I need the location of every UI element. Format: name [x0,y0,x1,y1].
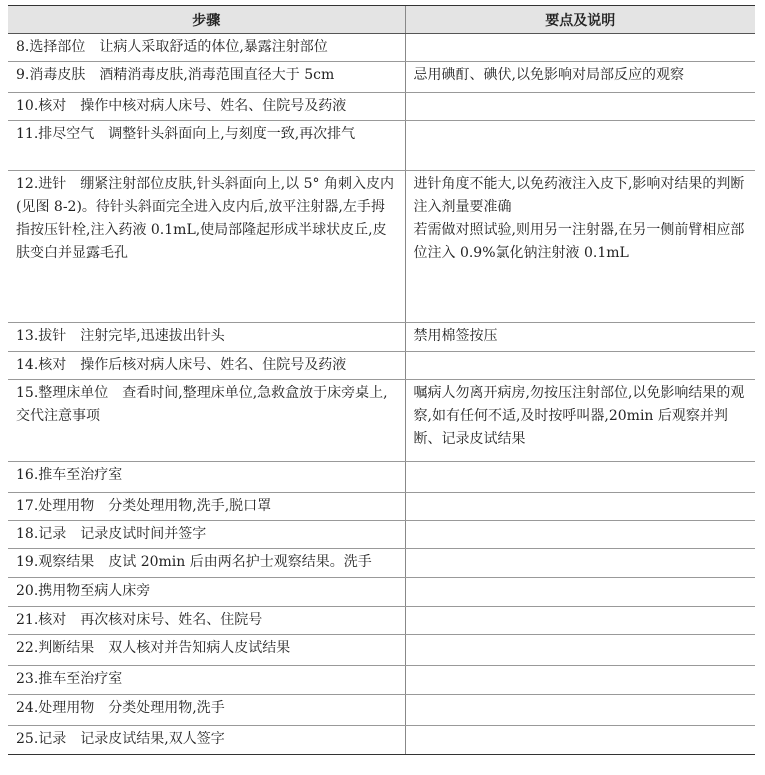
table-row [8,726,755,755]
step-name: 23.推车至治疗室 [16,671,123,687]
step-description: 分类处理用物,洗手 [108,700,225,716]
step-description: 分类处理用物,洗手,脱口罩 [108,498,272,514]
notes-cell [405,666,755,695]
table-row [8,462,755,493]
procedure-table [8,5,755,755]
table-header-row [8,6,755,34]
step-description: 绷紧注射部位皮肤,针头斜面向上,以 5° 角刺入皮内(见图 8-2)。待针头斜面完全进入皮内后,放平注射器,左手拇指按压针栓,注入药液 0.1mL,使局部隆起形成半球状皮丘,皮肤变白并显露毛孔 [16,176,394,261]
note-line: 忌用碘酊、碘伏,以免影响对局部反应的观察 [413,67,684,83]
note-line: 若需做对照试验,则用另一注射器,在另一侧前臂相应部位注入 0.9%氯化钠注射液 0.1mL [413,222,745,261]
step-name: 11.排尽空气 [16,126,95,142]
step-cell [8,635,405,666]
step-name: 10.核对 [16,98,67,114]
table-row [8,171,755,323]
step-cell [8,121,405,171]
notes-cell [405,607,755,635]
step-cell [8,34,405,62]
step-name: 25.记录 [16,731,67,747]
notes-cell [405,726,755,755]
header-steps: 步骤 [8,6,405,34]
step-description: 注射完毕,迅速拔出针头 [80,328,225,344]
step-cell [8,726,405,755]
step-description: 酒精消毒皮肤,消毒范围直径大于 5cm [99,67,335,83]
step-name: 17.处理用物 [16,498,95,514]
notes-cell [405,549,755,578]
step-description: 记录皮试结果,双人签字 [80,731,225,747]
step-name: 20.携用物至病人床旁 [16,583,151,599]
step-name: 15.整理床单位 [16,385,109,401]
step-cell [8,93,405,121]
step-name: 9.消毒皮肤 [16,67,86,83]
note-line: 嘱病人勿离开病房,勿按压注射部位,以免影响结果的观察,如有任何不适,及时按呼叫器,20min 后观察并判断、记录皮试结果 [413,385,745,447]
step-description: 再次核对床号、姓名、住院号 [80,612,263,628]
step-cell [8,493,405,521]
table-body [8,34,755,755]
notes-cell [405,462,755,493]
step-cell [8,380,405,462]
step-cell [8,695,405,726]
step-name: 18.记录 [16,526,67,542]
step-cell [8,578,405,607]
step-description: 操作后核对病人床号、姓名、住院号及药液 [80,357,347,373]
table-row [8,666,755,695]
step-cell [8,521,405,549]
step-cell [8,62,405,93]
table-row [8,121,755,171]
step-name: 12.进针 [16,176,67,192]
table-row [8,578,755,607]
table-row [8,521,755,549]
procedure-table-container [8,5,755,755]
step-cell [8,666,405,695]
step-description: 操作中核对病人床号、姓名、住院号及药液 [80,98,347,114]
table-row [8,549,755,578]
step-description: 双人核对并告知病人皮试结果 [108,640,291,656]
step-name: 24.处理用物 [16,700,95,716]
note-line: 进针角度不能大,以免药液注入皮下,影响对结果的判断 [413,176,745,192]
step-name: 16.推车至治疗室 [16,467,123,483]
table-row [8,34,755,62]
table-row [8,380,755,462]
notes-cell [405,323,755,352]
notes-cell [405,171,755,323]
step-name: 13.拔针 [16,328,67,344]
step-name: 19.观察结果 [16,554,95,570]
table-row [8,323,755,352]
notes-cell [405,635,755,666]
step-name: 21.核对 [16,612,67,628]
step-cell [8,607,405,635]
notes-cell [405,93,755,121]
step-description: 查看时间,整理床单位,急救盒放于床旁桌上,交代注意事项 [16,385,388,424]
notes-cell [405,578,755,607]
table-row [8,635,755,666]
step-description: 调整针头斜面向上,与刻度一致,再次排气 [108,126,356,142]
table-row [8,695,755,726]
step-description: 记录皮试时间并签字 [80,526,207,542]
step-description: 皮试 20min 后由两名护士观察结果。洗手 [108,554,372,570]
step-cell [8,171,405,323]
table-row [8,493,755,521]
notes-cell [405,121,755,171]
table-row [8,607,755,635]
step-cell [8,549,405,578]
notes-cell [405,352,755,380]
header-notes: 要点及说明 [405,6,755,34]
table-row [8,93,755,121]
table-row [8,62,755,93]
notes-cell [405,493,755,521]
note-line: 注入剂量要准确 [413,199,512,215]
notes-cell [405,34,755,62]
step-cell [8,323,405,352]
step-cell [8,462,405,493]
notes-cell [405,62,755,93]
notes-cell [405,695,755,726]
step-name: 14.核对 [16,357,67,373]
notes-cell [405,380,755,462]
step-name: 22.判断结果 [16,640,95,656]
step-cell [8,352,405,380]
table-row [8,352,755,380]
step-name: 8.选择部位 [16,39,86,55]
step-description: 让病人采取舒适的体位,暴露注射部位 [99,39,328,55]
notes-cell [405,521,755,549]
note-line: 禁用棉签按压 [413,328,498,344]
